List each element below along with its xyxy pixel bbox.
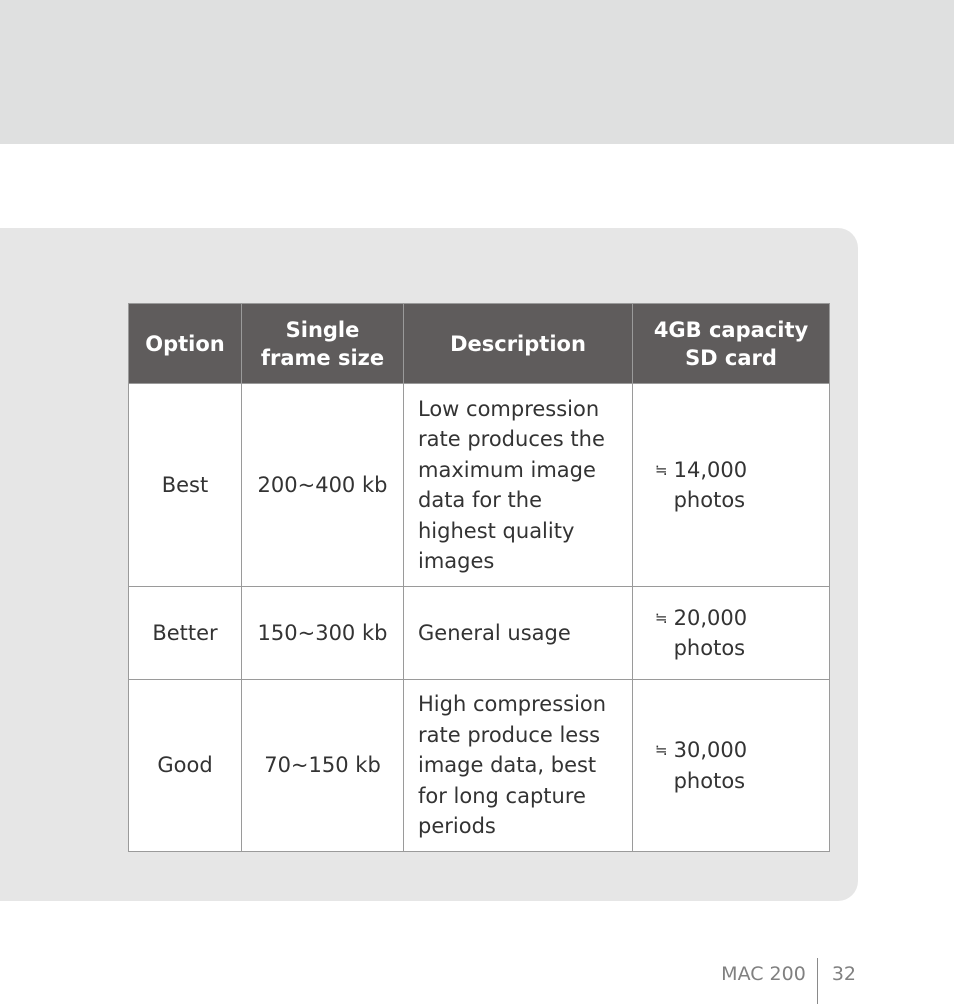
cell-capacity: [633, 680, 830, 852]
capacity-unit: photos: [673, 488, 746, 512]
table-header-row: [129, 304, 830, 384]
header-capacity: 4GB capacity SD card: [633, 304, 830, 384]
cell-frame-size: 150~300 kb: [242, 587, 404, 680]
cell-description: High compression rate produce less image data, best for long capture periods: [404, 680, 633, 852]
cell-description: General usage: [404, 587, 633, 680]
cell-option: Best: [129, 384, 242, 587]
header-frame-size: Single frame size: [242, 304, 404, 384]
cell-frame-size: 200~400 kb: [242, 384, 404, 587]
capacity-unit: photos: [673, 636, 746, 660]
cell-capacity: [633, 384, 830, 587]
header-option: Option: [129, 304, 242, 384]
page-number: 32: [831, 963, 856, 985]
cell-capacity: [633, 587, 830, 680]
approx-symbol: ≒: [655, 608, 668, 627]
capacity-count: 14,000: [673, 457, 748, 482]
cell-option: Good: [129, 680, 242, 852]
cell-option: Better: [129, 587, 242, 680]
capacity-count: 20,000: [673, 605, 748, 630]
cell-description: Low compression rate produces the maximum image data for the highest quality images: [404, 384, 633, 587]
cell-frame-size: 70~150 kb: [242, 680, 404, 852]
table-row: [129, 587, 830, 680]
top-header-band: [0, 0, 954, 144]
capacity-unit: photos: [673, 768, 746, 793]
approx-symbol: ≒: [655, 741, 668, 759]
capacity-count: 30,000: [673, 738, 748, 762]
approx-symbol: ≒: [655, 460, 668, 479]
page-footer: [721, 958, 856, 1004]
table-row: [129, 384, 830, 587]
image-quality-table: [128, 303, 830, 852]
table-row: [129, 680, 830, 852]
header-description: Description: [404, 304, 633, 384]
footer-model-name: MAC 200: [721, 963, 806, 985]
